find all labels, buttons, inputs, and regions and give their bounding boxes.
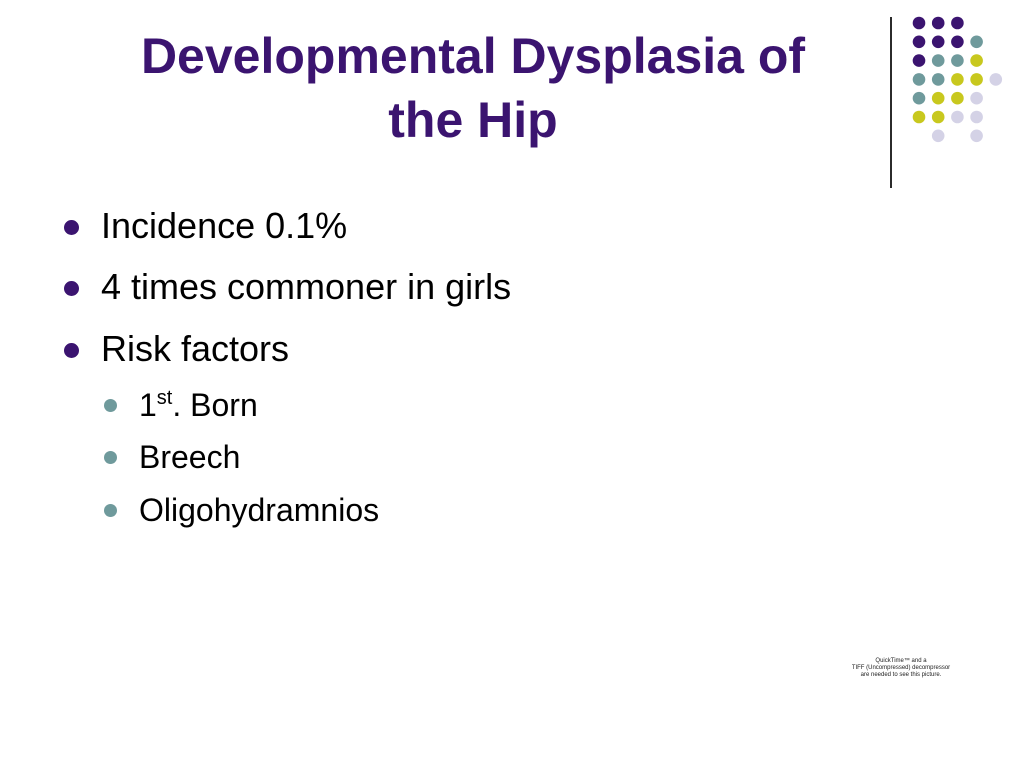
- bullet-marker: [64, 343, 79, 358]
- missing-image-placeholder-note: [846, 658, 956, 679]
- slide-title-line-2: the Hip: [388, 92, 558, 148]
- first-born-number: 1: [139, 387, 157, 423]
- bullet-risk-factors: Risk factors: [101, 328, 290, 369]
- sub-bullet-breech: Breech: [139, 439, 241, 475]
- sub-bullet-oligohydramnios: Oligohydramnios: [139, 492, 380, 528]
- sub-bullet-marker: [104, 504, 117, 517]
- placeholder-note-line: QuickTime™ and a: [875, 658, 927, 664]
- bullet-incidence: Incidence 0.1%: [101, 205, 348, 246]
- placeholder-note-line: TIFF (Uncompressed) decompressor: [851, 665, 951, 671]
- first-born-word: . Born: [172, 387, 258, 423]
- slide-title-line-1: Developmental Dysplasia of: [140, 28, 806, 84]
- placeholder-note-line: are needed to see this picture.: [860, 672, 942, 678]
- bullet-marker: [64, 281, 79, 296]
- bullet-marker: [64, 220, 79, 235]
- bullet-girls: 4 times commoner in girls: [101, 266, 512, 307]
- sub-bullet-marker: [104, 451, 117, 464]
- first-born-ordinal: st: [156, 387, 173, 409]
- sub-bullet-marker: [104, 399, 117, 412]
- sub-bullet-first-born: [139, 387, 258, 423]
